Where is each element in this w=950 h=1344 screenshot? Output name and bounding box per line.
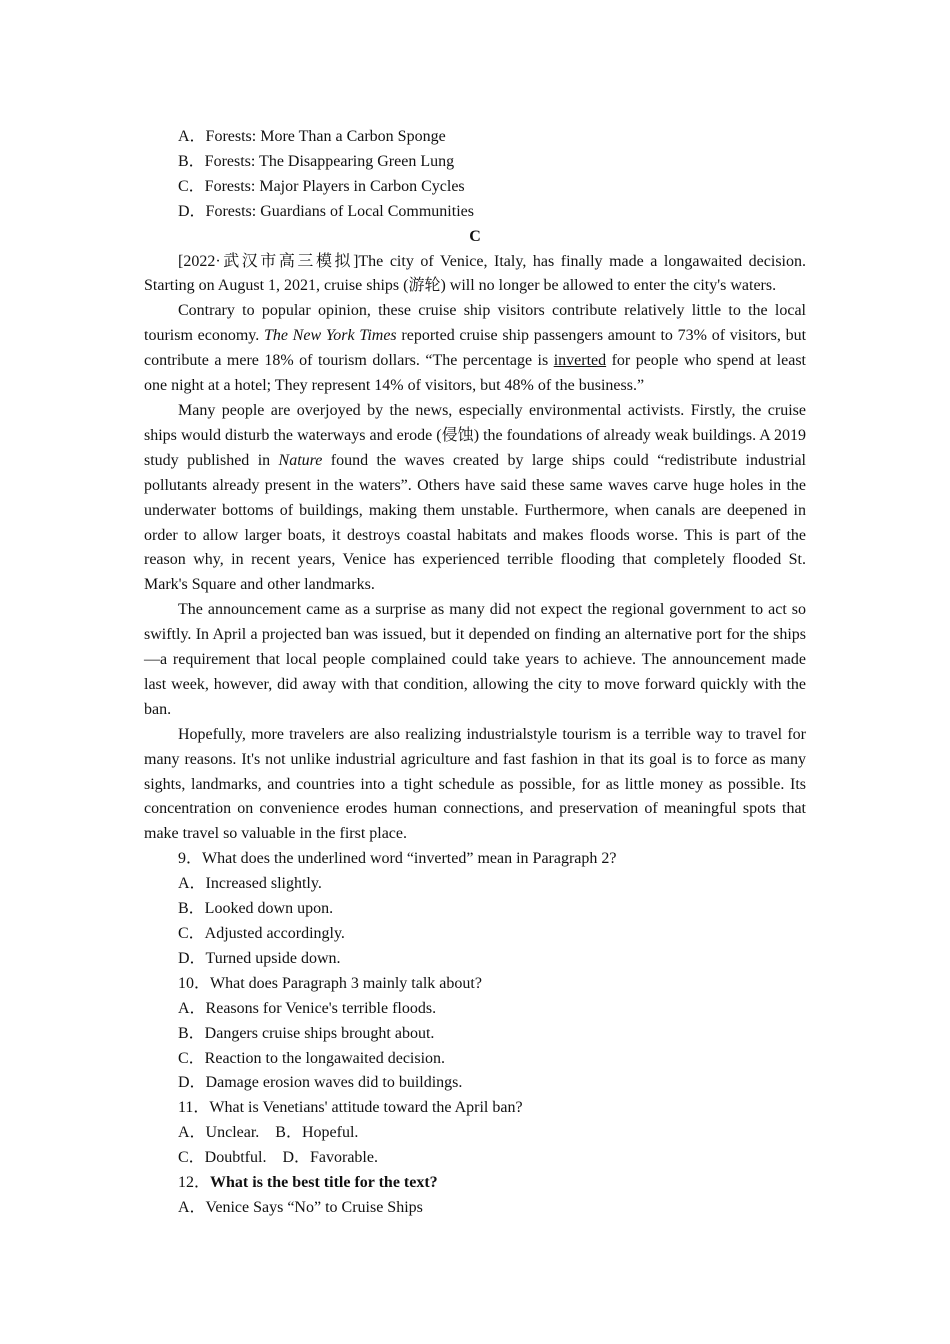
source-name: The New York Times xyxy=(263,327,397,345)
q11-options-cd: C．Doubtful. D．Favorable. xyxy=(178,1149,378,1167)
q12-text: What is the best title for the text? xyxy=(210,1174,438,1192)
p3-text-b: found the waves created by large ships could “redistribute industrial pollutants already present in the waters”. Others have said these same waves carve huge holes in the underwater bottoms of buildings, making them unstable. Furthermore, when canals are deepened in order to allow larger boats, it destroys coastal habitats and makes floods worse. This is part of the reason why, in recent years, Venice has experienced terrible flooding that completely flooded St. Mark's Square and other landmarks. xyxy=(144,451,806,594)
p2-text-b: reported cruise ship passengers amount to 73% of visitors, but contribute a mere 18% of tourism dollars. “The percentage is xyxy=(144,327,807,370)
q9-option-c: C．Adjusted accordingly. xyxy=(178,925,345,942)
paragraph-5: Hopefully, more travelers are also realizing industrialstyle tourism is a terrible way to travel for many reasons. It's not unlike industrial agriculture and fast fashion in that its goal is to force as many sights, landmarks, and countries into a tight schedule as possible, for as little money as possible. Its concentration on convenience erodes human connections, and preservation of meaningful spots that make travel so valuable in the first place. xyxy=(144,725,806,843)
q12-number: 12． xyxy=(178,1174,211,1192)
q11-options-ab: A．Unclear. B．Hopeful. xyxy=(178,1124,359,1142)
p2-text-a: Contrary to popular opinion, these cruise ship visitors contribute relatively little to the local tourism economy. xyxy=(144,302,806,345)
q9-option-b: B．Looked down upon. xyxy=(178,900,334,918)
q10-option-c: C．Reaction to the longawaited decision. xyxy=(178,1049,446,1067)
journal-name: Nature xyxy=(278,451,323,469)
question-10: 10．What does Paragraph 3 mainly talk about? xyxy=(178,974,482,992)
p2-text-c: for people who spend at least one night at a hotel; They represent 14% of visitors, but 48% of the business.” xyxy=(144,352,806,395)
section-heading: C xyxy=(469,227,481,245)
question-11: 11．What is Venetians' attitude toward the April ban? xyxy=(178,1099,523,1117)
option-a: A．Forests: More Than a Carbon Sponge xyxy=(178,128,446,145)
question-12 xyxy=(144,1171,806,1196)
underlined-word: inverted xyxy=(553,352,607,370)
paragraph-2 xyxy=(144,299,806,399)
q10-option-b: B．Dangers cruise ships brought about. xyxy=(178,1024,435,1042)
option-c: C．Forests: Major Players in Carbon Cycles xyxy=(178,177,465,195)
q10-option-d: D．Damage erosion waves did to buildings. xyxy=(178,1074,463,1092)
paragraph-1: [2022·武汉市高三模拟]The city of Venice, Italy, has finally made a longawaited decision. Starting on August 1, 2021, cruise ships (游轮) will no longer be allowed to enter the city's waters. xyxy=(144,252,806,295)
q10-option-a: A．Reasons for Venice's terrible floods. xyxy=(178,999,437,1017)
document-page xyxy=(144,125,806,1221)
q9-option-a: A．Increased slightly. xyxy=(178,875,322,893)
q12-option-a: A．Venice Says “No” to Cruise Ships xyxy=(178,1198,423,1216)
q9-option-d: D．Turned upside down. xyxy=(178,949,341,967)
question-9: 9．What does the underlined word “inverted” mean in Paragraph 2? xyxy=(178,850,617,868)
paragraph-3 xyxy=(144,399,806,598)
option-b: B．Forests: The Disappearing Green Lung xyxy=(178,152,455,170)
paragraph-4: The announcement came as a surprise as many did not expect the regional government to act so swiftly. In April a projected ban was issued, but it depended on finding an alternative port for the ships—a requirement that local people complained could take years to achieve. The announcement made last week, however, did away with that condition, allowing the city to move forward quickly with the ban. xyxy=(144,601,806,718)
option-d: D．Forests: Guardians of Local Communities xyxy=(178,202,474,220)
p3-text-a: Many people are overjoyed by the news, especially environmental activists. Firstly, the cruise ships would disturb the waterways and erode (侵蚀) the foundations of already weak buildings. A 2019 study published in xyxy=(144,401,806,469)
